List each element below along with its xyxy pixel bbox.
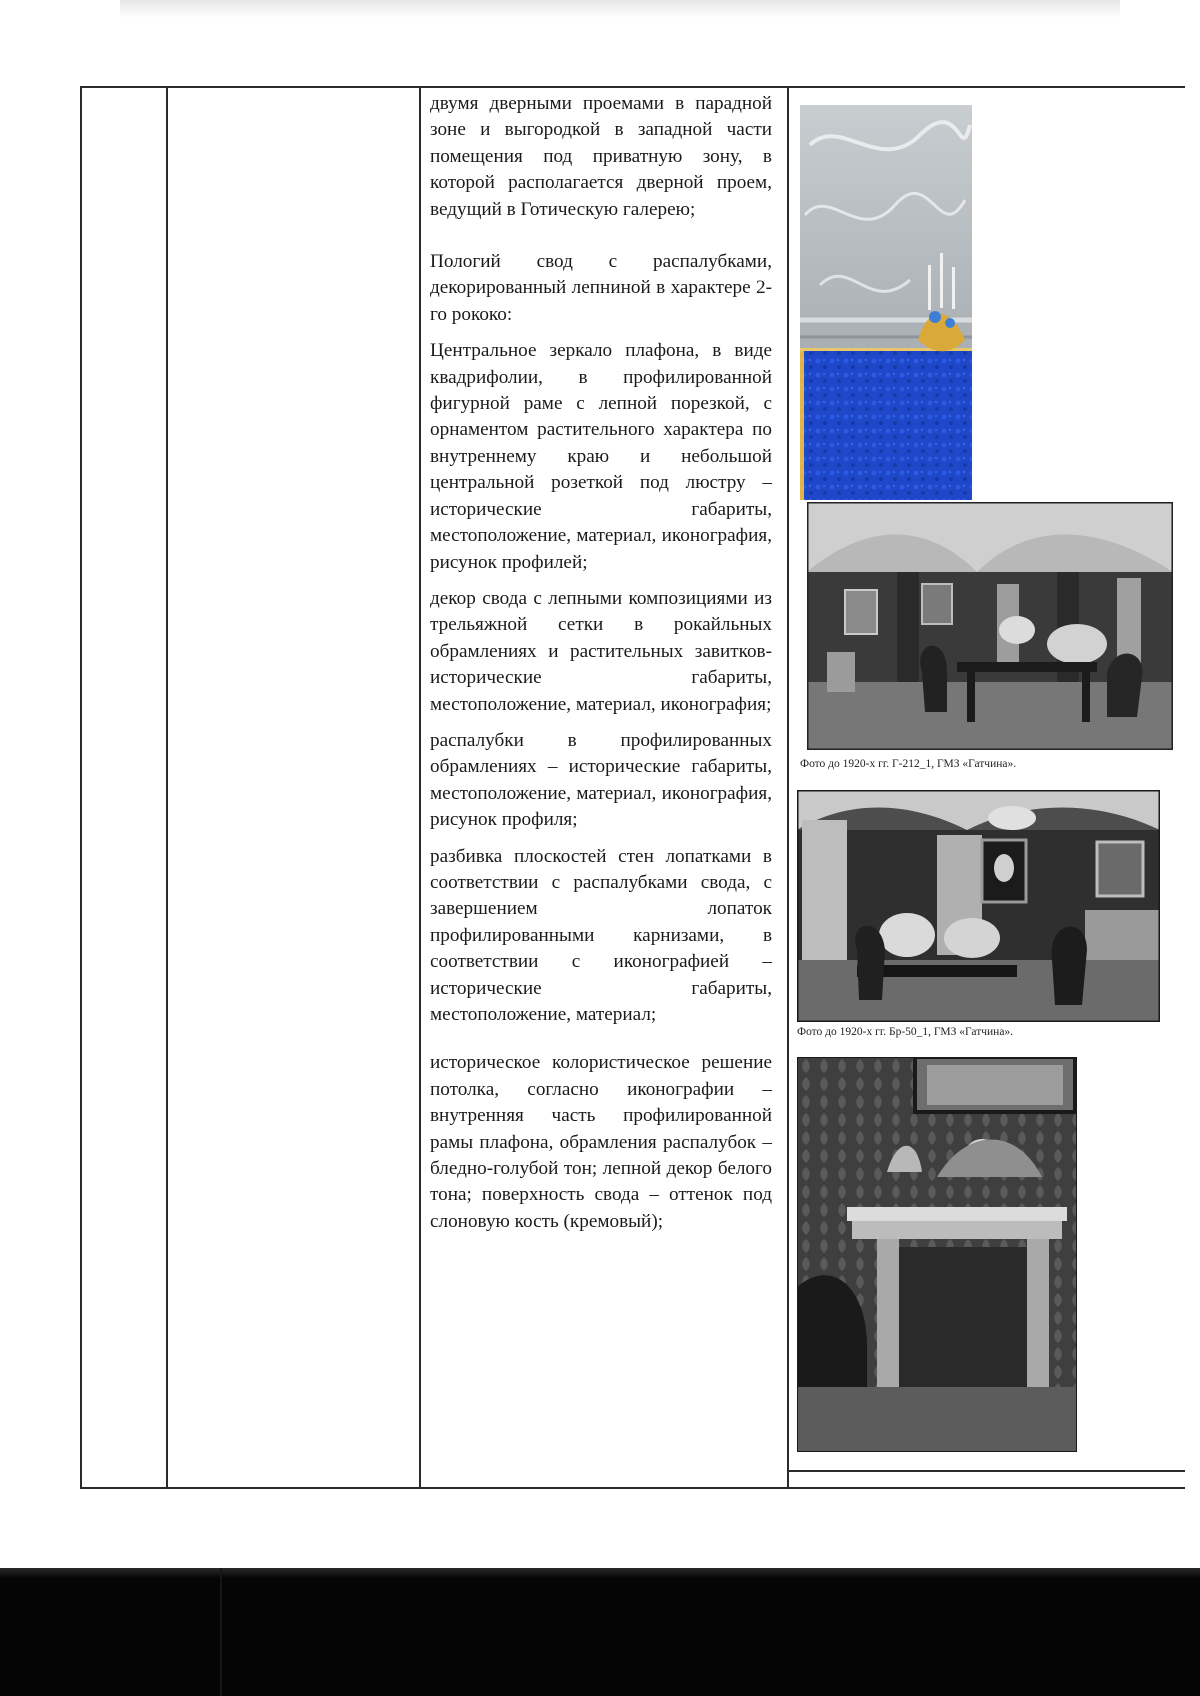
- table-column-border-1: [80, 86, 82, 1489]
- scan-bottom-edge: [0, 1568, 1200, 1696]
- table-row-divider: [788, 1470, 1185, 1472]
- photo-interior-2: [797, 790, 1160, 1022]
- photo-interior-1: [807, 502, 1173, 750]
- paragraph-plafond-mirror: Центральное зеркало плафона, в виде квадрифолии, в профилированной фигурной раме с лепной порезкой, с орнаментом растительного характера по внутреннему краю и небольшой центральной розеткой под люстру – исторические габариты, местоположение, материал, иконография, рисунок профилей;: [430, 340, 772, 573]
- paragraph-lunettes: распалубки в профилированных обрамлениях – исторические габариты, местоположение, материал, иконография, рисунок профиля;: [430, 729, 772, 831]
- interior-2-image: [797, 790, 1160, 1022]
- paragraph-doors: двумя дверными проемами в парадной зоне и выгородкой в западной части помещения под приватную зону, в которой располагается дверной проем, ведущий в Готическую галерею;: [430, 93, 772, 220]
- paragraph-walls: разбивка плоскостей стен лопатками в соответствии с распалубками свода, с завершением лопаток профилированными карнизами, в соответствии с иконографией – исторические габариты, местоположение, материал;: [430, 845, 772, 1025]
- description-cell: [430, 91, 772, 1235]
- table-top-border: [80, 86, 1185, 88]
- caption-photo-2: Фото до 1920-х гг. Бр-50_1, ГМЗ «Гатчина».: [797, 1026, 1014, 1038]
- scan-edge-band: [0, 1568, 1200, 1578]
- caption-photo-1: Фото до 1920-х гг. Г-212_1, ГМЗ «Гатчина».: [800, 758, 1017, 770]
- interior-1-image: [807, 502, 1173, 750]
- paragraph-colour-scheme: историческое колористическое решение потолка, согласно иконографии – внутренняя часть профилированной рамы плафона, обрамления распалубок – бледно-голубой тон; лепной декор белого тона; поверхность свода – оттенок под слоновую кость (кремовый);: [430, 1052, 772, 1232]
- photo-fireplace: [797, 1057, 1077, 1452]
- table-column-border-3: [419, 86, 421, 1489]
- table-bottom-border: [80, 1487, 1185, 1489]
- paragraph-vault-decor: декор свода с лепными композициями из трельяжной сетки в рокайльных обрамлениях и растительных завитков- исторические габариты, местоположение, материал, иконография;: [430, 587, 772, 715]
- fireplace-image: [797, 1057, 1077, 1452]
- table-column-border-2: [166, 86, 168, 1489]
- scan-edge-seam: [220, 1568, 222, 1696]
- ceiling-detail-image: [800, 105, 972, 500]
- scan-shadow: [120, 0, 1120, 18]
- photo-ceiling-detail: [800, 105, 972, 500]
- table-column-border-4: [787, 86, 789, 1489]
- paragraph-vault: Пологий свод с распалубками, декорированный лепниной в характере 2-го рококо:: [430, 251, 772, 325]
